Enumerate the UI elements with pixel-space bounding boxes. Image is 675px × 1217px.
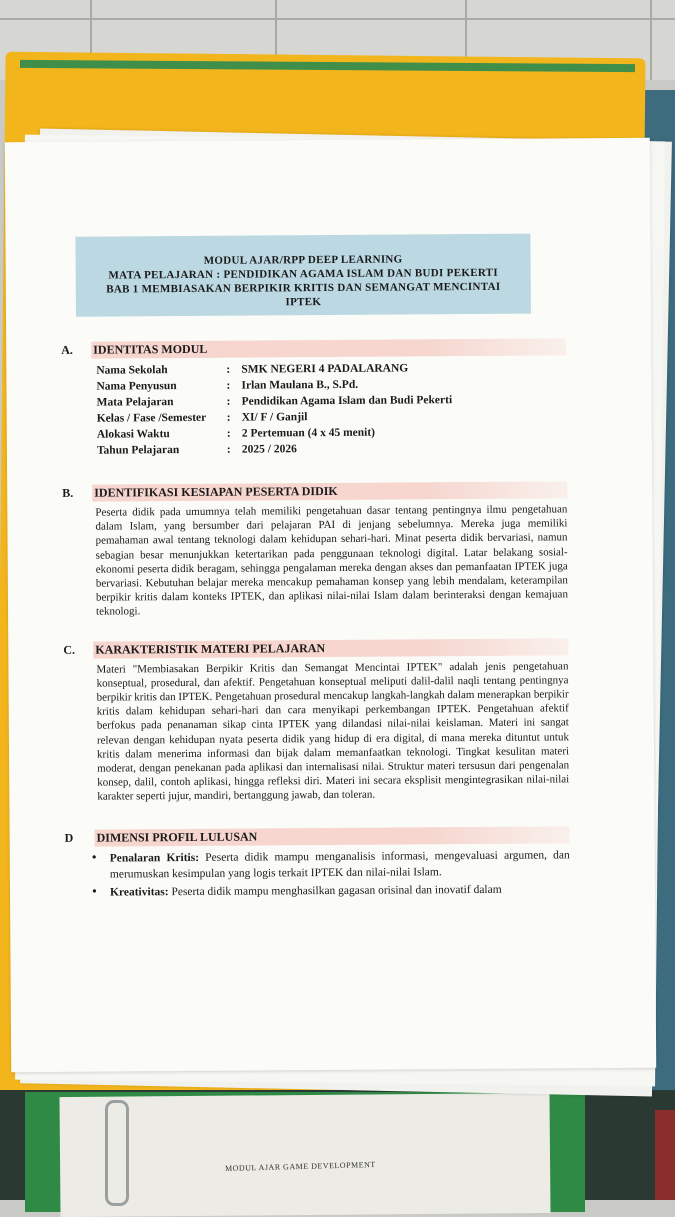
profile-dimension-list xyxy=(65,847,570,901)
identity-label: Nama Sekolah xyxy=(96,364,168,377)
identity-row: Tahun Pelajaran : 2025 / 2026 xyxy=(96,443,297,457)
identity-row: Nama Sekolah : SMK NEGERI 4 PADALARANG xyxy=(96,362,409,377)
section-d-heading xyxy=(65,826,570,847)
identity-value: Irlan Maulana B., S.Pd. xyxy=(241,378,359,392)
dimension-label: Penalaran Kritis: xyxy=(109,851,200,865)
identity-label: Tahun Pelajaran xyxy=(96,444,180,457)
identity-table xyxy=(96,359,567,458)
section-c-letter: C. xyxy=(63,642,76,657)
identity-value: 2025 / 2026 xyxy=(241,443,297,456)
dimension-label: Kreativitas: xyxy=(109,885,169,899)
section-b-heading xyxy=(62,481,567,502)
identity-value: Pendidikan Agama Islam dan Budi Pekerti xyxy=(241,394,453,408)
identity-row: Alokasi Waktu : 2 Pertemuan (4 x 45 menit) xyxy=(96,426,376,441)
identity-row: Mata Pelajaran : Pendidikan Agama Islam dan Budi Pekerti xyxy=(96,394,453,409)
binder-ring xyxy=(105,1100,129,1206)
section-d-letter: D xyxy=(64,830,74,845)
document-body xyxy=(61,338,570,902)
identity-row: Kelas / Fase /Semester : XI/ F / Ganjil xyxy=(96,411,308,425)
identity-value: SMK NEGERI 4 PADALARANG xyxy=(241,362,409,376)
section-a-heading xyxy=(61,338,566,359)
section-c-heading xyxy=(63,638,568,659)
header-line-1: MODUL AJAR/RPP DEEP LEARNING xyxy=(203,253,403,267)
identity-row: Nama Penyusun : Irlan Maulana B., S.Pd. xyxy=(96,378,359,393)
list-item xyxy=(110,847,570,882)
dimension-text: Peserta didik mampu menganalisis informasi, mengevaluasi argumen, dan merumuskan kesimpulan yang logis terkait IPTEK dan nilai-nilai Islam. xyxy=(109,848,570,881)
section-c-paragraph: Materi "Membiasakan Berpikir Kritis dan Semangat Mencintai IPTEK" adalah jenis pengetahuan konseptual, prosedural, dan afektif. Pengetahuan konseptual meliputi dalil-dalil naqli tentang pentingnya berpikir kritis dan IPTEK. Pengetahuan prosedural mencakup langkah-langkah dalam menerapkan berpikir kritis dalam kehidupan sehari-hari dan cara menyikapi perkembangan IPTEK. Pengetahuan afektif berfokus pada penanaman sikap cinta IPTEK yang dilandasi nilai-nilai keislaman. Materi ini sangat relevan dengan kehidupan nyata peserta didik yang hidup di era digital, di mana mereka dituntut untuk kritis dalam menerima informasi dan bijak dalam memanfaatkan teknologi. Tingkat kesulitan materi moderat, dengan penekanan pada aplikasi dan internalisasi nilai. Struktur materi tersusun dari pengenalan konsep, dalil, contoh aplikasi, hingga refleksi diri. Materi ini secara eksplisit mengintegrasikan nilai-nilai karakter seperti jujur, mandiri, bertanggung jawab, dan toleran. xyxy=(96,659,570,804)
header-line-4: IPTEK xyxy=(285,296,322,309)
bottom-document xyxy=(59,1093,550,1217)
document-page xyxy=(5,138,656,1072)
list-item xyxy=(110,881,570,900)
section-c-title: KARAKTERISTIK MATERI PELAJARAN xyxy=(93,638,568,658)
document-header xyxy=(75,234,531,317)
identity-value: XI/ F / Ganjil xyxy=(241,411,308,424)
header-line-2: MATA PELAJARAN : PENDIDIKAN AGAMA ISLAM DAN BUDI PEKERTI xyxy=(108,266,498,282)
section-a-title: IDENTITAS MODUL xyxy=(91,338,566,358)
section-b-letter: B. xyxy=(62,485,74,500)
section-d-title: DIMENSI PROFIL LULUSAN xyxy=(95,826,570,846)
identity-value: 2 Pertemuan (4 x 45 menit) xyxy=(241,426,376,440)
dimension-text: Peserta didik mampu menghasilkan gagasan orisinal dan inovatif dalam xyxy=(168,883,502,898)
identity-label: Mata Pelajaran xyxy=(96,396,174,409)
bottom-document-title: MODUL AJAR GAME DEVELOPMENT xyxy=(224,1160,376,1173)
section-b-paragraph: Peserta didik pada umumnya telah memiliki pengetahuan dasar tentang pentingnya ilmu pengetahuan dalam Islam, yang bersumber dari pelajaran PAI di jenjang sebelumnya. Mereka juga memiliki pemahaman awal tentang teknologi dalam kehidupan sehari-hari. Minat peserta didik bervariasi, namun sebagian besar menunjukkan ketertarikan pada penggunaan teknologi digital. Latar belakang sosial-ekonomi peserta didik beragam, sehingga pengalaman mereka dengan akses dan pemanfaatan IPTEK juga bervariasi. Kebutuhan belajar mereka mencakup pemahaman konsep yang lebih mendalam, keterampilan berpikir kritis dalam konteks IPTEK, dan aplikasi nilai-nilai Islam dalam berinteraksi dengan kemajuan teknologi. xyxy=(95,503,568,619)
section-b-title: IDENTIFIKASI KESIAPAN PESERTA DIDIK xyxy=(92,481,567,501)
identity-label: Kelas / Fase /Semester xyxy=(96,411,207,425)
header-line-3: BAB 1 MEMBIASAKAN BERPIKIR KRITIS DAN SEMANGAT MENCINTAI xyxy=(106,280,501,296)
identity-label: Alokasi Waktu xyxy=(96,428,170,441)
identity-label: Nama Penyusun xyxy=(96,380,177,393)
section-a-letter: A. xyxy=(61,342,73,357)
red-object xyxy=(655,1110,675,1200)
